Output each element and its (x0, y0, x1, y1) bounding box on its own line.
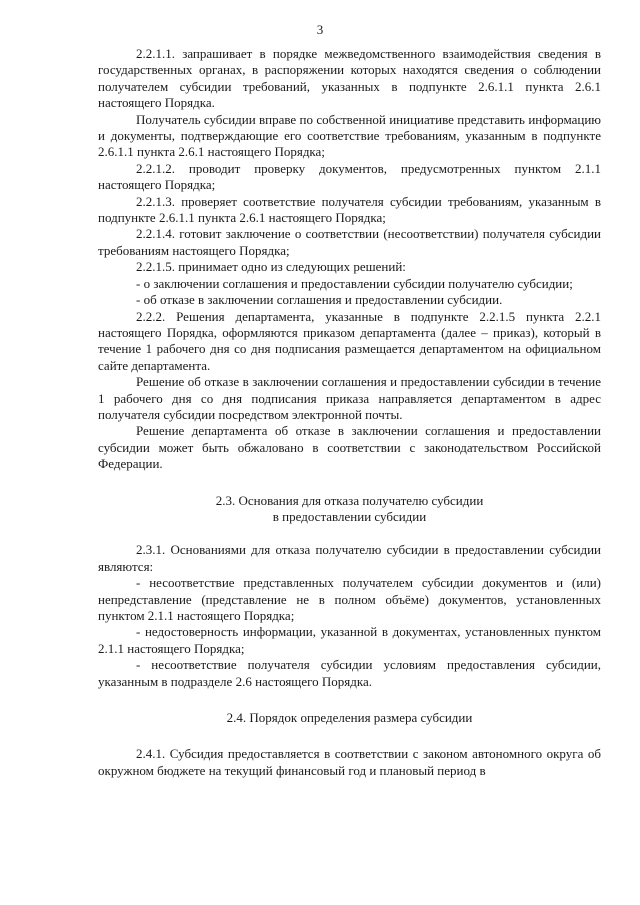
list-item: - об отказе в заключении соглашения и предоставлении субсидии. (136, 292, 503, 308)
paragraph: 2.2.1.1. запрашивает в порядке межведомственного взаимодействия сведения в государственных органах, в распоряжении которых находятся сведения о соблюдении получателем субсидии требований, указанных в подпункте 2.6.1.1 пункта 2.6.1 настоящего Порядка. (98, 46, 601, 111)
section-2-2-paragraphs (98, 46, 601, 473)
paragraph: 2.3.1. Основаниями для отказа получателю субсидии в предоставлении субсидии являются: (98, 542, 601, 574)
spacer (98, 726, 601, 746)
spacer (98, 473, 601, 493)
paragraph: 2.4.1. Субсидия предоставляется в соответствии с законом автономного округа об окружном бюджете на текущий финансовый год и плановый период в (98, 746, 601, 778)
paragraph: Решение департамента об отказе в заключении соглашения и предоставлении субсидии может быть обжаловано в соответствии с законодательством Российской Федерации. (98, 423, 601, 472)
paragraph: Решение об отказе в заключении соглашения и предоставлении субсидии в течение 1 рабочего дня со дня подписания приказа направляется департаментом в адрес получателя субсидии посредством электронной почты. (98, 374, 601, 422)
spacer (98, 525, 601, 542)
list-item: - несоответствие получателя субсидии условиям предоставления субсидии, указанным в подразделе 2.6 настоящего Порядка. (98, 657, 601, 689)
paragraph: 2.2.1.3. проверяет соответствие получателя субсидии требованиям, указанным в подпункте 2.6.1.1 пункта 2.6.1 настоящего Порядка; (98, 193, 601, 226)
paragraph: 2.2.2. Решения департамента, указанные в подпункте 2.2.1.5 пункта 2.2.1 настоящего Порядка, оформляются приказом департамента (далее – приказ), который в течение 1 рабочего дня со дня подписания размещается департаментом на официальном сайте департамента. (98, 308, 601, 373)
paragraph: 2.2.1.4. готовит заключение о соответствии (несоответствии) получателя субсидии требованиям настоящего Порядка; (98, 226, 601, 258)
document-body (98, 46, 601, 779)
spacer (98, 690, 601, 710)
section-heading-2-4: 2.4. Порядок определения размера субсидии (226, 710, 473, 726)
section-heading-2-3-line-2: в предоставлении субсидии (272, 508, 427, 524)
section-heading-2-3-line-1: 2.3. Основания для отказа получателю субсидии (215, 492, 484, 508)
list-item: - о заключении соглашения и предоставлении субсидии получателю субсидии; (136, 275, 573, 291)
paragraph: Получатель субсидии вправе по собственной инициативе представить информацию и документы, подтверждающие его соответствие требованиям, указанным в подпункте 2.6.1.1 пункта 2.6.1 настоящего Порядка; (98, 111, 601, 160)
paragraph: 2.2.1.5. принимает одно из следующих решений: (136, 259, 406, 275)
paragraph: 2.2.1.2. проводит проверку документов, предусмотренных пунктом 2.1.1 настоящего Порядка; (98, 160, 601, 193)
section-2-3-paragraphs (98, 542, 601, 690)
section-2-4-paragraphs (98, 746, 601, 779)
list-item: - несоответствие представленных получателем субсидии документов и (или) непредставление (представление не в полном объёме) документов, установленных пунктом 2.1.1 настоящего Порядка; (98, 575, 601, 623)
page-number: 3 (316, 22, 324, 37)
list-item: - недостоверность информации, указанной в документах, установленных пунктом 2.1.1 настоящего Порядка; (98, 624, 601, 656)
